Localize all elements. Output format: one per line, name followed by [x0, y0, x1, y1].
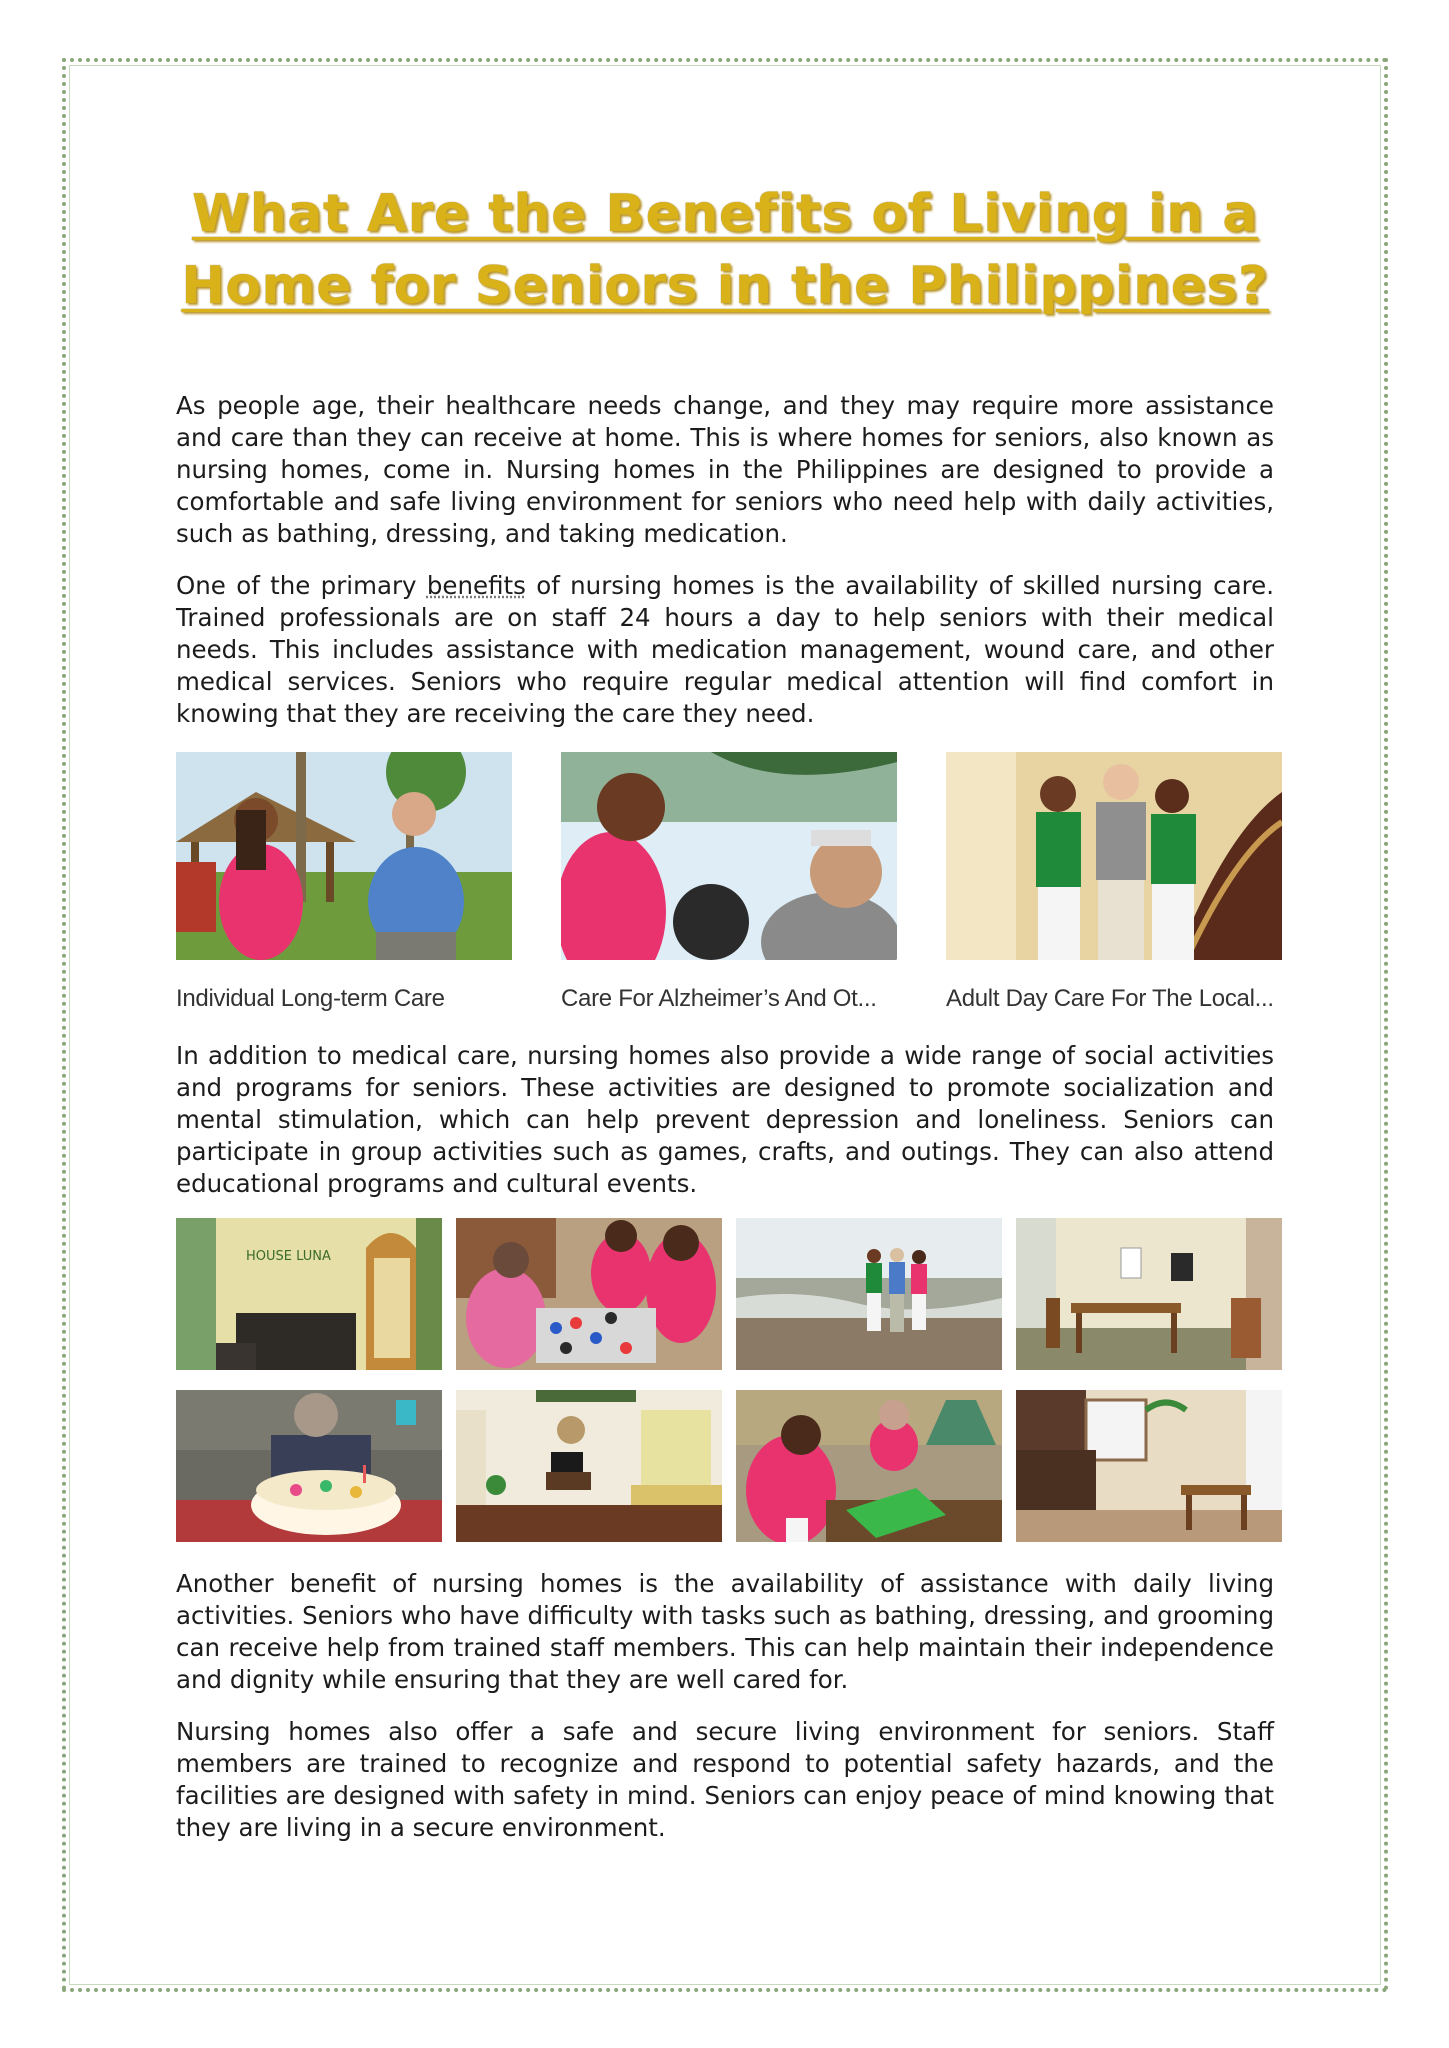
paragraph-social-activities: In addition to medical care, nursing homes also provide a wide range of social activities and programs for seniors. These activities are designed to promote socialization and mental stimulation, which can help prevent depression and loneliness. Seniors can participate in group activities such as games, crafts, and outings. They can also attend educational programs and cultural events.: [176, 1041, 1274, 1198]
gallery-photo-beach-walk[interactable]: [736, 1218, 1002, 1370]
paragraph-safe-environment: Nursing homes also offer a safe and secure living environment for seniors. Staff members are trained to recognize and respond to potential safety hazards, and the facilities are designed with safety in mind. Seniors can enjoy peace of mind knowing that they are living in a secure environment.: [176, 1717, 1274, 1842]
service-caption-adult-day-care[interactable]: Adult Day Care For The Local...: [946, 985, 1274, 1012]
paragraph-skilled-care: [176, 570, 1274, 730]
gallery-photo-lounge[interactable]: [176, 1218, 442, 1370]
service-photo-long-term-care[interactable]: [176, 752, 512, 960]
service-caption-alzheimers-care[interactable]: Care For Alzheimer’s And Ot...: [561, 985, 877, 1012]
paragraph-text: One of the primary: [176, 571, 427, 600]
service-photo-adult-day-care[interactable]: [946, 752, 1282, 960]
benefits-link[interactable]: benefits: [426, 571, 526, 600]
service-caption-long-term-care[interactable]: Individual Long-term Care: [176, 985, 445, 1012]
gallery-photo-board-game[interactable]: [736, 1390, 1002, 1542]
page-title: What Are the Benefits of Living in a Home for Seniors in the Philippines?: [181, 184, 1269, 316]
house-luna-sign: HOUSE LUNA: [246, 1249, 331, 1264]
gallery-photo-dining-room[interactable]: [1016, 1218, 1282, 1370]
gallery-photo-common-area[interactable]: [1016, 1390, 1282, 1542]
gallery-photo-crafts[interactable]: [456, 1218, 722, 1370]
paragraph-daily-living: Another benefit of nursing homes is the availability of assistance with daily living activities. Seniors who have difficulty with tasks such as bathing, dressing, and grooming can receive help from trained staff members. This can help maintain their independence and dignity while ensuring that they are well cared for.: [176, 1569, 1274, 1694]
gallery-photo-living-room[interactable]: [456, 1390, 722, 1542]
service-photo-alzheimers-care[interactable]: [561, 752, 897, 960]
page-border: [62, 58, 1388, 1992]
paragraph-intro: As people age, their healthcare needs change, and they may require more assistance and care than they can receive at home. This is where homes for seniors, also known as nursing homes, come in. Nursing homes in the Philippines are designed to provide a comfortable and safe living environment for seniors who need help with daily activities, such as bathing, dressing, and taking medication.: [176, 391, 1274, 548]
paragraph-text: of nursing homes is the availability of skilled nursing care. Trained professionals are on staff 24 hours a day to help seniors with their medical needs. This includes assistance with medication management, wound care, and other medical services. Seniors who require regular medical attention will find comfort in knowing that they are receiving the care they need.: [176, 571, 1274, 728]
gallery-photo-birthday-cake[interactable]: [176, 1390, 442, 1542]
